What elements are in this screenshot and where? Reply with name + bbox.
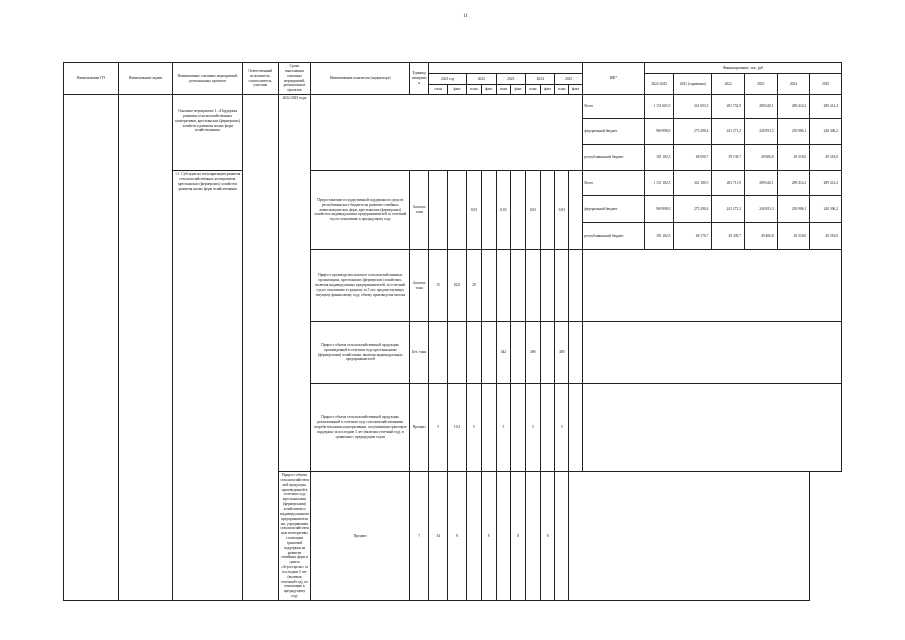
indicator-unit: Процент xyxy=(311,472,410,601)
indicator-fact-2022 xyxy=(481,384,496,472)
sub-plan: план xyxy=(429,85,448,95)
header-year-2024: 2024 xyxy=(525,74,554,85)
indicator-name: Прирост объема сельскохозяйственной продукции, произведенной в отчетном году крестьянскими (фермерскими) хозяйствами, включая индивидуальных предпринимателей xyxy=(311,322,410,384)
header-finance: Финансирование, тыс. руб xyxy=(645,63,842,74)
indicator-fact-2022 xyxy=(467,472,482,601)
empty-finance xyxy=(582,250,841,322)
indicator-name: Прирост объема сельскохозяйственной продукции, реализованной в отчетном году сельскохозяйственными потребительскими кооперативами, получившими грантовую поддержку за последние 3 лет (включая отчетный год), в сравнении с предыдущим годом xyxy=(311,384,410,472)
sub-fact: факт xyxy=(540,85,555,95)
fin-source: Всего xyxy=(582,95,644,119)
indicator-plan-2021: 15 xyxy=(429,250,448,322)
indicator-plan-2021: 7 xyxy=(410,472,429,601)
indicator-unit: Без. тонн xyxy=(410,322,429,384)
fin-2021: 341 693,5 xyxy=(674,95,712,119)
fin-source: федеральный бюджет xyxy=(582,119,644,145)
indicator-plan-2023: 0,03 xyxy=(496,171,511,250)
indicator-fact-2024 xyxy=(540,384,555,472)
header-indicator-values xyxy=(429,63,583,74)
indicator-fact-2021: 82,0 xyxy=(448,250,467,322)
indicator-fact-2022 xyxy=(481,250,496,322)
measure-1-indicator-empty xyxy=(311,95,583,171)
indicator-plan-2024: 0,03 xyxy=(525,171,540,250)
sub-plan: план xyxy=(467,85,482,95)
header-measure: Наименование основных мероприятий, региональных проектов xyxy=(173,63,242,95)
fin-2024: 289 414,2 xyxy=(777,171,810,196)
fin-total: 1 151 182,5 xyxy=(645,171,674,196)
indicator-unit: Золотых тонн xyxy=(410,250,429,322)
header-source: ИФ* xyxy=(582,63,644,95)
indicator-fact-2025 xyxy=(555,472,569,601)
fin-2023: 289 620,1 xyxy=(744,95,777,119)
indicator-plan-2022: 0,03 xyxy=(467,171,482,250)
fin-source: республиканский бюджет xyxy=(582,223,644,250)
fin-2024: 239 986,1 xyxy=(777,196,810,223)
indicator-fact-2023 xyxy=(496,472,511,601)
header-task: Наименование задачи xyxy=(118,63,173,95)
indicator-fact-2024 xyxy=(540,250,555,322)
header-fin-2025: 2025 xyxy=(810,74,842,95)
fin-2025: 49 318,0 xyxy=(810,145,842,171)
indicator-plan-2022 xyxy=(467,322,482,384)
indicator-plan-2023: 8 xyxy=(481,472,496,601)
fin-2021: 68 090,7 xyxy=(674,145,712,171)
fin-2023: 289 620,1 xyxy=(744,171,777,196)
fin-2023: 240 853,5 xyxy=(744,119,777,145)
fin-total: 969 998,0 xyxy=(645,196,674,223)
fin-total: 1 151 665,5 xyxy=(645,95,674,119)
indicator-fact-2021: 34 xyxy=(429,472,448,601)
indicator-plan-2023 xyxy=(496,250,511,322)
header-year-2023: 2023 xyxy=(496,74,525,85)
page-number: 11 xyxy=(463,14,468,19)
fin-2021: 68 170,7 xyxy=(674,223,712,250)
fin-2025: 49 318,0 xyxy=(810,223,842,250)
fin-total: 969 998,0 xyxy=(645,119,674,145)
indicator-plan-2021: 5 xyxy=(429,384,448,472)
sub-fact: факт xyxy=(569,85,583,95)
indicator-fact-2023 xyxy=(511,384,526,472)
indicator-plan-2022: 5 xyxy=(467,384,482,472)
fin-2021: 341 180,5 xyxy=(674,171,712,196)
indicator-name: Предоставление государственной поддержки из средств республиканского бюджета на развитие семейных животноводческих ферм, крестьянских (фермерских) хозяйств и индивидуальных предпринимателей за отчетный год по отношению к предыдущему году xyxy=(311,171,410,250)
fin-2021: 273 290,4 xyxy=(674,119,712,145)
empty-finance xyxy=(569,472,810,601)
indicator-fact-2025 xyxy=(569,384,583,472)
indicator-fact-2024 xyxy=(540,171,555,250)
sub-fact: факт xyxy=(511,85,526,95)
fin-2023: 49 406,8 xyxy=(744,223,777,250)
task-cell xyxy=(118,95,173,601)
indicator-plan-2025 xyxy=(555,250,569,322)
fin-source: республиканский бюджет xyxy=(582,145,644,171)
header-fin-total: 2022-2025 xyxy=(645,74,674,95)
indicator-plan-2022: 20 xyxy=(467,250,482,322)
fin-2023: 240 853,3 xyxy=(744,196,777,223)
indicator-plan-2025: 8 xyxy=(540,472,555,601)
header-year-2021: 2021 год xyxy=(429,74,467,85)
fin-source: федеральный бюджет xyxy=(582,196,644,223)
header-fin-2022: 2022 xyxy=(712,74,745,95)
sub-fact: факт xyxy=(448,85,467,95)
indicator-fact-2023 xyxy=(511,250,526,322)
indicator-plan-2023: 442 xyxy=(496,322,511,384)
header-fin-2023: 2023 xyxy=(744,74,777,95)
header-year-2025: 2025 xyxy=(555,74,582,85)
fin-2025: 289 414,2 xyxy=(810,171,842,196)
indicator-fact-2021 xyxy=(448,322,467,384)
indicator-fact-2025 xyxy=(569,171,583,250)
indicator-plan-2025: 480 xyxy=(555,322,569,384)
indicator-fact-2022 xyxy=(481,171,496,250)
deadline-cell: 2022-2025 годы xyxy=(278,95,311,472)
fin-total: 181 182,5 xyxy=(645,223,674,250)
fin-2022: 241 271,2 xyxy=(712,119,745,145)
indicator-fact-2025 xyxy=(569,250,583,322)
header-fin-2021: 2021 (справочно) xyxy=(674,74,712,95)
fin-2024: 49 318,0 xyxy=(777,145,810,171)
fin-2021: 273 290,4 xyxy=(674,196,712,223)
fin-2025: 240 306,2 xyxy=(810,196,842,223)
indicator-plan-2021 xyxy=(429,171,448,250)
indicator-plan-2025: 5 xyxy=(555,384,569,472)
indicator-plan-2024 xyxy=(525,250,540,322)
fin-2023: 49 006,8 xyxy=(744,145,777,171)
fin-2022: 281 732,9 xyxy=(712,95,745,119)
header-fin-2024: 2024 xyxy=(777,74,810,95)
sub-plan: план xyxy=(496,85,511,95)
header-indicator: Наименование показателя (индикатора) xyxy=(311,63,410,95)
header-year-2022: 2022 xyxy=(467,74,496,85)
indicator-unit: Процент xyxy=(410,384,429,472)
indicator-plan-2021 xyxy=(429,322,448,384)
fin-2022: 39 439,7 xyxy=(712,223,745,250)
indicator-fact-2024 xyxy=(540,322,555,384)
indicator-fact-2021: 10,3 xyxy=(448,384,467,472)
header-executor: Ответственный исполнитель, соисполнитель, участник xyxy=(242,63,278,95)
sub-plan: план xyxy=(525,85,540,95)
indicator-fact-2023 xyxy=(511,171,526,250)
fin-2024: 239 986,1 xyxy=(777,119,810,145)
fin-total: 181 182,5 xyxy=(645,145,674,171)
indicator-plan-2022: 8 xyxy=(448,472,467,601)
indicator-plan-2024: 486 xyxy=(525,322,540,384)
fin-2024: 289 414,2 xyxy=(777,95,810,119)
indicator-plan-2023: 5 xyxy=(496,384,511,472)
indicator-plan-2024: 5 xyxy=(525,384,540,472)
fin-source: Всего xyxy=(582,171,644,196)
indicator-unit: Золотых тонн xyxy=(410,171,429,250)
measure-1-1-name: 1.1. Субсидии на популяризацию развития сельскохозяйственных кооперативов, крестьянских (фермерских) хозяйств и развития малых форм хозяйствования xyxy=(173,171,242,601)
indicator-fact-2025 xyxy=(569,322,583,384)
empty-finance xyxy=(582,322,841,384)
fin-2022: 39 139,7 xyxy=(712,145,745,171)
indicator-fact-2023 xyxy=(511,322,526,384)
indicator-plan-2025: 0,03 xyxy=(555,171,569,250)
header-gp: Наименование ГП xyxy=(64,63,119,95)
indicator-name: Прирост объема сельскохозяйственной продукции, произведенной в отчетном году крестьянскими (фермерскими) хозяйствами и индивидуальными предпринимателями, учредившими сельскохозяйственные кооперативы с помощью грантовой поддержки на развитие семейных ферм и гранта «Агростартап» за последние 5 лет (включая отчетный год), по отношению к предыдущему году xyxy=(278,472,311,601)
empty-finance xyxy=(582,384,841,472)
gp-cell xyxy=(64,95,119,601)
fin-2025: 289 414,2 xyxy=(810,95,842,119)
sub-plan: план xyxy=(555,85,569,95)
indicator-plan-2024: 8 xyxy=(511,472,526,601)
indicator-fact-2021 xyxy=(448,171,467,250)
fin-2022: 281 711,9 xyxy=(712,171,745,196)
header-unit: Единица измерения xyxy=(410,63,429,95)
header-deadline: Сроки выполнения основных мероприятий, региональных проектов xyxy=(278,63,311,95)
executor-cell xyxy=(242,95,278,601)
program-table xyxy=(63,62,842,601)
fin-2025: 240 306,2 xyxy=(810,119,842,145)
indicator-fact-2022 xyxy=(481,322,496,384)
indicator-name: Прирост производства молока в сельскохозяйственных организациях, крестьянских (фермерских) хозяйствах, включая индивидуальных предпринимателей, за отчетный год по отношению к среднему за 5 лет, предшествующих текущему финансовому году, объему производства молока xyxy=(311,250,410,322)
fin-2022: 241 271,2 xyxy=(712,196,745,223)
indicator-fact-2024 xyxy=(525,472,540,601)
fin-2024: 49 318,0 xyxy=(777,223,810,250)
sub-fact: факт xyxy=(481,85,496,95)
measure-1-name: Основное мероприятие 1. «Поддержка развития сельскохозяйственных кооперативов, крестьянских (фермерских) хозяйств и развития малых форм хозяйствования» xyxy=(173,95,242,171)
